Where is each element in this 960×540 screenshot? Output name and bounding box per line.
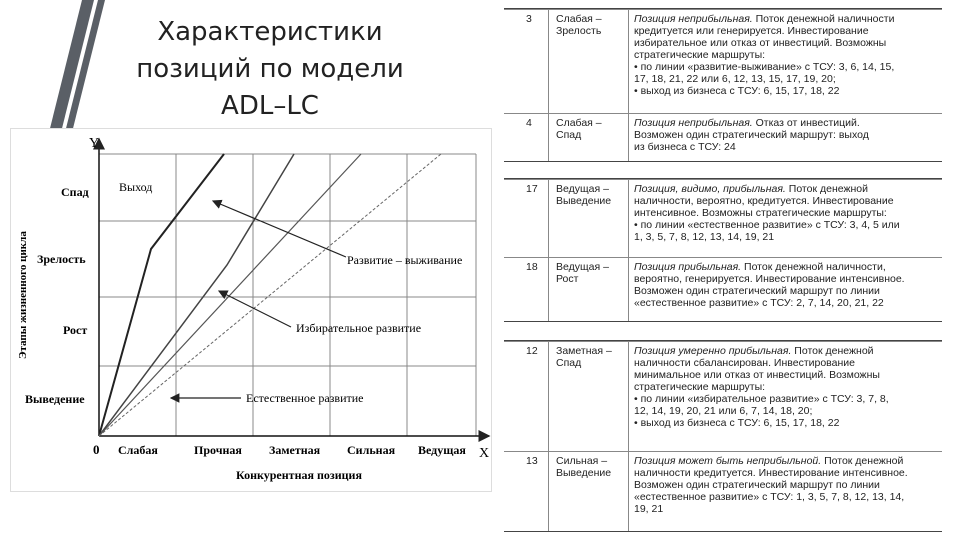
row-description: Позиция может быть неприбыльной. Поток денежной наличности кредитуется. Инвестирование интенсивное. Возможен один стратегический маршрут по линии «естественное развитие» с ТСУ: 1, 3, 5, 7, 8, 12, 13, 14, 19, 21 (634, 455, 908, 515)
x-level-notable: Заметная (269, 443, 321, 457)
row-position: Слабая – Спад (556, 117, 602, 141)
row-description: Позиция умеренно прибыльная. Поток денежной наличности сбалансирован. Инвестирование минимальное или отказ от инвестиций. Возможны стратегические маршруты: • по линии «избирательное развитие» с ТСУ: 3, 7, 8, 12, 14, 19, 20, 21 или 6, 7, 14, 18, 20; • выход из бизнеса с ТСУ: 6, 15, 17, 18, 22 (634, 345, 889, 429)
x-axis-title: Конкурентная позиция (236, 468, 362, 482)
y-level-decline: Спад (61, 185, 89, 199)
label-natural-development: Естественное развитие (246, 391, 364, 405)
position-table-2 (504, 178, 942, 322)
title-line: Характеристики (157, 17, 383, 47)
origin-label: 0 (93, 442, 100, 457)
table-row (504, 257, 942, 322)
x-axis-symbol: X (479, 446, 490, 461)
table-row (504, 341, 942, 452)
row-description: Позиция, видимо, прибыльная. Поток денежной наличности, вероятно, кредитуется. Инвестирование интенсивное. Возможны стратегические маршруты: • по линии «естественное развитие» с ТСУ: 3, 4, 5 или 1, 3, 5, 7, 8, 12, 13, 14, 19, 21 (634, 183, 900, 243)
slide-title (110, 14, 430, 125)
label-exit: Выход (119, 180, 153, 194)
row-description: Позиция неприбыльная. Отказ от инвестиций. Возможен один стратегический маршрут: выход из бизнеса с ТСУ: 24 (634, 117, 869, 153)
diagram-svg (11, 129, 491, 491)
x-level-leading: Ведущая (418, 443, 466, 457)
x-level-firm: Прочная (194, 443, 242, 457)
row-description: Позиция прибыльная. Поток денежной наличности, вероятно, генерируется. Инвестирование интенсивное. Возможен один стратегический маршрут по линии «естественное развитие» с ТСУ: 2, 7, 14, 20, 21, 22 (634, 261, 905, 309)
row-number: 4 (526, 117, 532, 129)
table-row (504, 113, 942, 162)
row-number: 13 (526, 455, 538, 467)
adl-lc-diagram (10, 128, 492, 492)
position-table-1 (504, 8, 942, 162)
label-development-survival: Развитие – выживание (347, 253, 463, 267)
row-number: 3 (526, 13, 532, 25)
row-description: Позиция неприбыльная. Поток денежной наличности кредитуется или генерируется. Инвестирование избирательное или отказ от инвестиций. Возможны стратегические маршруты: • по линии «развитие-выживание» с ТСУ: 3, 6, 14, 15, 17, 18, 21, 22 или 6, 12, 13, 15, 17, 19, 20; • выход из бизнеса с ТСУ: 6, 15, 17, 18, 22 (634, 13, 895, 97)
row-number: 18 (526, 261, 538, 273)
row-position: Ведущая – Рост (556, 261, 609, 285)
table-row (504, 9, 942, 114)
table-row (504, 451, 942, 532)
row-number: 17 (526, 183, 538, 195)
row-number: 12 (526, 345, 538, 357)
y-level-maturity: Зрелость (37, 252, 86, 266)
table-row (504, 179, 942, 258)
row-position: Ведущая – Выведение (556, 183, 612, 207)
y-level-growth: Рост (63, 323, 88, 337)
row-position: Заметная – Спад (556, 345, 612, 369)
row-position: Слабая – Зрелость (556, 13, 602, 37)
title-line: позиций по модели (136, 54, 404, 84)
position-table-3 (504, 340, 942, 532)
arrow-development-survival (213, 201, 346, 257)
x-level-weak: Слабая (118, 443, 158, 457)
y-axis-symbol: Y (89, 136, 100, 151)
arrow-selective (219, 291, 291, 327)
x-level-strong: Сильная (347, 443, 396, 457)
y-level-introduction: Выведение (25, 392, 85, 406)
y-axis-title: Этапы жизненного цикла (17, 231, 29, 359)
title-line: ADL–LC (221, 91, 319, 121)
row-position: Сильная – Выведение (556, 455, 612, 479)
label-selective-development: Избирательное развитие (296, 321, 422, 335)
